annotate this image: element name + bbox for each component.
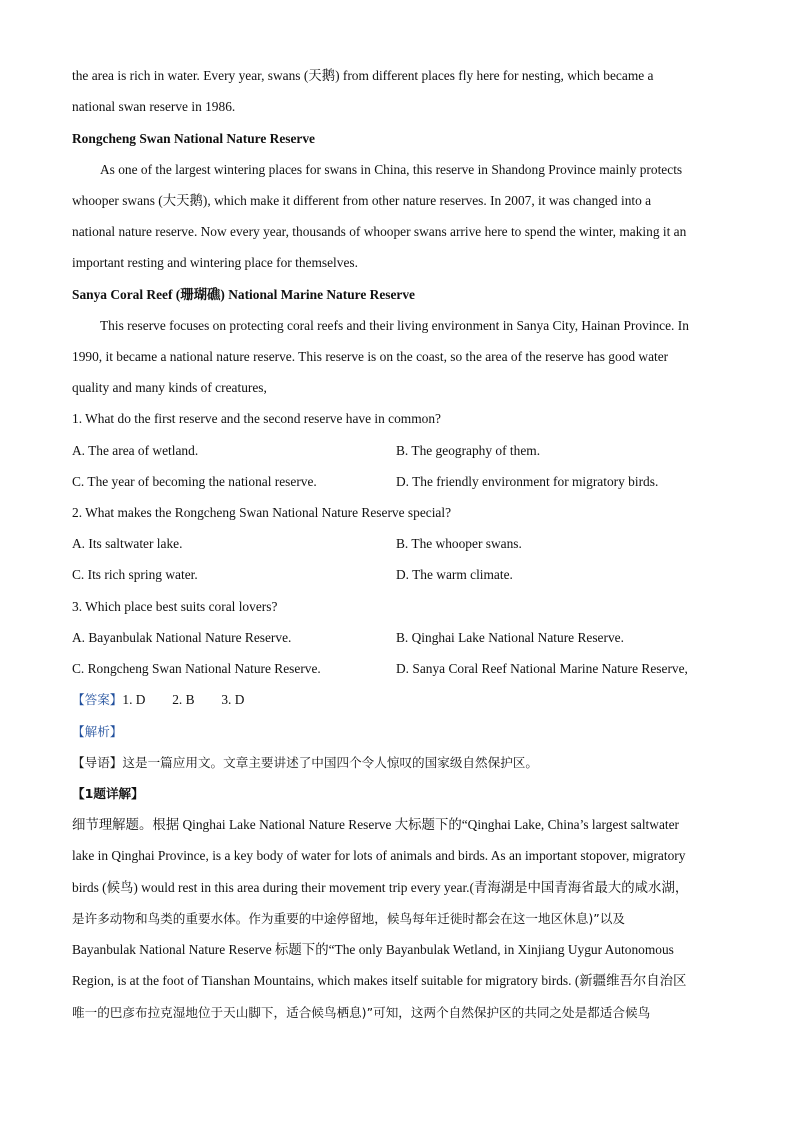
passage-line: the area is rich in water. Every year, swans (天鹅) from different places fly here for nesting, which became a <box>72 68 654 83</box>
passage-line: whooper swans (大天鹅), which make it different from other nature reserves. In 2007, it was changed into a <box>72 193 652 208</box>
passage-line: quality and many kinds of creatures, <box>72 380 267 395</box>
passage-line: important resting and wintering place for themselves. <box>72 255 358 270</box>
option-b: B. The geography of them. <box>396 443 541 458</box>
passage-line: This reserve focuses on protecting coral reefs and their living environment in Sanya City, Hainan Province. In <box>100 318 689 333</box>
section-heading-sanya: Sanya Coral Reef (珊瑚礁) National Marine Nature Reserve <box>72 287 416 302</box>
option-a: A. Bayanbulak National Nature Reserve. <box>72 630 292 645</box>
analysis-tag: 【解析】 <box>72 724 123 739</box>
option-c: C. Rongcheng Swan National Nature Reserve. <box>72 661 321 676</box>
analysis-line: 细节理解题。根据 Qinghai Lake National Nature Reserve 大标题下的“Qinghai Lake, China’s largest saltwater <box>72 817 680 832</box>
option-b: B. The whooper swans. <box>396 536 522 551</box>
passage-line: 1990, it became a national nature reserve. This reserve is on the coast, so the area of the reserve has good water <box>72 349 669 364</box>
analysis-line: 是许多动物和鸟类的重要水体。作为重要的中途停留地，候鸟每年迁徙时都会在这一地区休息)”以及 <box>72 911 625 926</box>
option-d: D. The friendly environment for migratory birds. <box>396 474 659 489</box>
question-stem: 2. What makes the Rongcheng Swan National Nature Reserve special? <box>72 505 452 520</box>
guide-tag: 【导语】 <box>72 755 123 770</box>
answer-text: 1. D 2. B 3. D <box>122 692 245 707</box>
option-a: A. Its saltwater lake. <box>72 536 183 551</box>
passage-line: national nature reserve. Now every year, thousands of whooper swans arrive here to spend the winter, making it an <box>72 224 687 239</box>
option-d: D. The warm climate. <box>396 567 513 582</box>
passage-line: national swan reserve in 1986. <box>72 99 236 114</box>
analysis-line: birds (候鸟) would rest in this area during their movement trip every year.(青海湖是中国青海省最大的咸水湖， <box>72 880 689 895</box>
question-stem: 1. What do the first reserve and the second reserve have in common? <box>72 411 441 426</box>
option-b: B. Qinghai Lake National Nature Reserve. <box>396 630 624 645</box>
passage-line: As one of the largest wintering places for swans in China, this reserve in Shandong Province mainly protects <box>100 162 683 177</box>
section-heading-rongcheng: Rongcheng Swan National Nature Reserve <box>72 131 316 146</box>
q1-detail-tag: 【1题详解】 <box>72 786 144 801</box>
option-c: C. Its rich spring water. <box>72 567 198 582</box>
guide-line <box>72 754 538 772</box>
answer-line <box>72 691 244 709</box>
option-c: C. The year of becoming the national reserve. <box>72 474 317 489</box>
analysis-line: lake in Qinghai Province, is a key body of water for lots of animals and birds. As an important stopover, migratory <box>72 848 686 863</box>
option-d: D. Sanya Coral Reef National Marine Nature Reserve, <box>396 661 688 676</box>
answer-tag: 【答案】 <box>72 692 123 707</box>
analysis-line: 唯一的巴彦布拉克湿地位于天山脚下，适合候鸟栖息)”可知，这两个自然保护区的共同之处是都适合候鸟 <box>72 1005 651 1020</box>
guide-text: 这是一篇应用文。文章主要讲述了中国四个令人惊叹的国家级自然保护区。 <box>122 755 538 770</box>
analysis-line: Bayanbulak National Nature Reserve 标题下的“The only Bayanbulak Wetland, in Xinjiang Uygur Autonomous <box>72 942 674 957</box>
question-stem: 3. Which place best suits coral lovers? <box>72 599 278 614</box>
analysis-line: Region, is at the foot of Tianshan Mountains, which makes itself suitable for migratory birds. (新疆维吾尔自治区 <box>72 973 687 988</box>
option-a: A. The area of wetland. <box>72 443 199 458</box>
